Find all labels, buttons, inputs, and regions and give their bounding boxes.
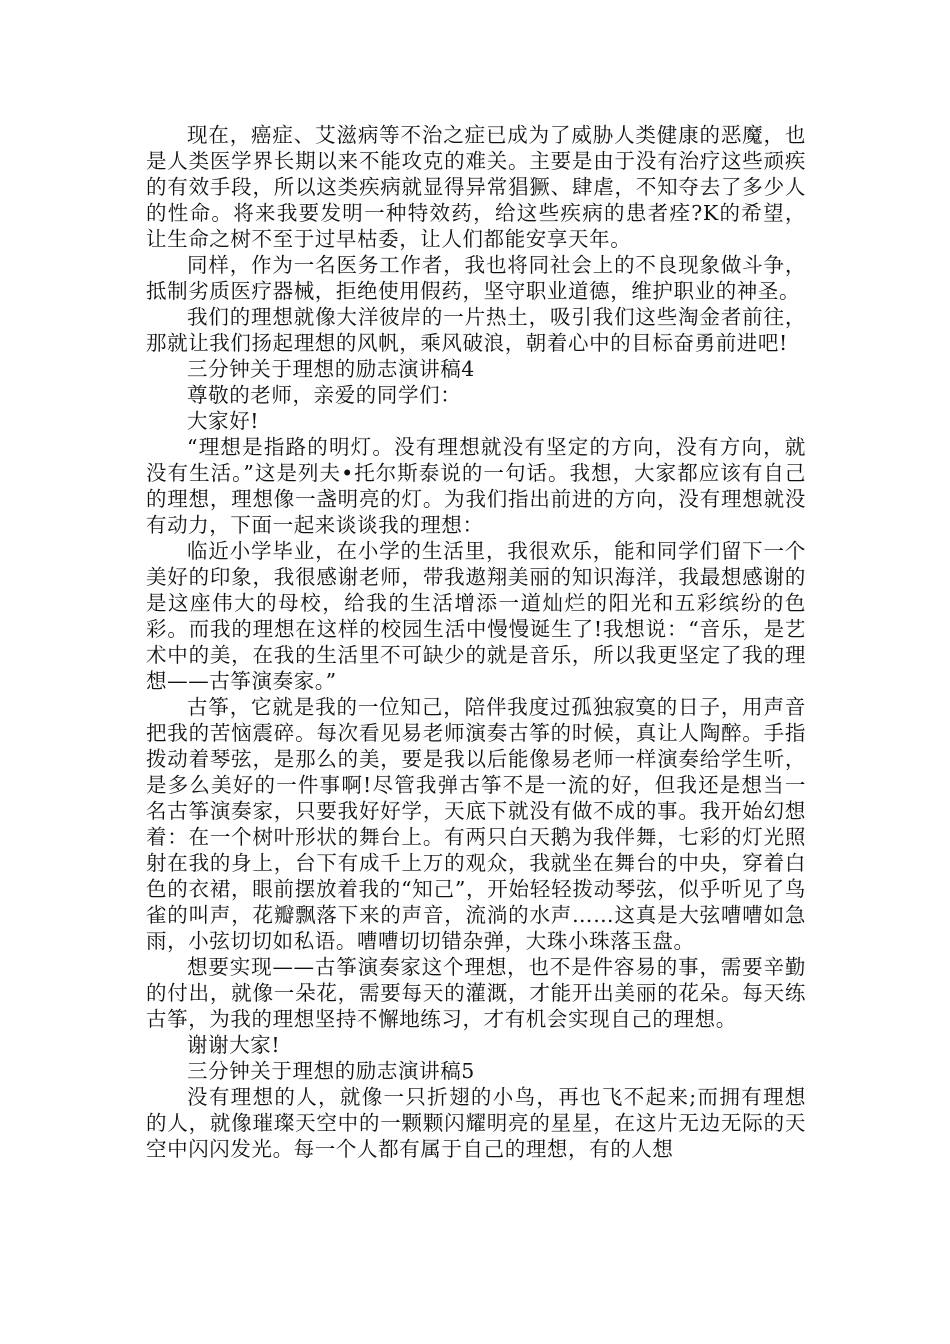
paragraph-guzheng: 古筝，它就是我的一位知己，陪伴我度过孤独寂寞的日子，用声音把我的苦恼震碎。每次看见易老师演奏古筝的时候，真让人陶醉。手指拨动着琴弦，是那么的美，要是我以后能像易老师一样演奏给学生听，是多么美好的一件事啊!尽管我弹古筝不是一流的好，但我还是想当一名古筝演奏家，只要我好好学，天底下就没有做不成的事。我开始幻想着：在一个树叶形状的舞台上。有两只白天鹅为我伴舞，七彩的灯光照射在我的身上，台下有成千上万的观众，我就坐在舞台的中央，穿着白色的衣裙，眼前摆放着我的“知己”，开始轻轻拨动琴弦，似乎听见了鸟雀的叫声，花瓣飘落下来的声音，流淌的水声……这真是大弦嘈嘈如急雨，小弦切切如私语。嘈嘈切切错杂弹，大珠小珠落玉盘。 (146, 695, 806, 953)
paragraph-no-ideal: 没有理想的人，就像一只折翅的小鸟，再也飞不起来;而拥有理想的人，就像璀璨天空中的一颗颗闪耀明亮的星星，在这片无边无际的天空中闪闪发光。每一个人都有属于自己的理想，有的人想 (146, 1085, 806, 1161)
closing-thanks: 谢谢大家! (187, 1033, 281, 1057)
document-page (146, 122, 806, 1162)
section-heading-5: 三分钟关于理想的励志演讲稿5 (187, 1059, 475, 1083)
greeting: 大家好! (187, 409, 260, 433)
paragraph-duty: 同样，作为一名医务工作者，我也将同社会上的不良现象做斗争，抵制劣质医疗器械，拒绝使用假药，坚守职业道德，维护职业的神圣。 (146, 253, 806, 303)
paragraph-conclusion: 我们的理想就像大洋彼岸的一片热土，吸引我们这些淘金者前往，那就让我们扬起理想的风帆，乘风破浪，朝着心中的目标奋勇前进吧! (146, 305, 806, 355)
paragraph-graduation: 临近小学毕业，在小学的生活里，我很欢乐，能和同学们留下一个美好的印象，我很感谢老师，带我遨翔美丽的知识海洋，我最想感谢的是这座伟大的母校，给我的生活增添一道灿烂的阳光和五彩缤纷的色彩。而我的理想在这样的校园生活中慢慢诞生了!我想说：“音乐，是艺术中的美，在我的生活里不可缺少的就是音乐，所以我更坚定了我的理想——古筝演奏家。” (146, 539, 806, 693)
paragraph-effort: 想要实现——古筝演奏家这个理想，也不是件容易的事，需要辛勤的付出，就像一朵花，需要每天的灌溉，才能开出美丽的花朵。每天练古筝，为我的理想坚持不懈地练习，才有机会实现自己的理想。 (146, 955, 806, 1031)
section-heading-4: 三分钟关于理想的励志演讲稿4 (187, 357, 475, 381)
salutation: 尊敬的老师，亲爱的同学们： (187, 383, 462, 407)
paragraph-quote: “理想是指路的明灯。没有理想就没有坚定的方向，没有方向，就没有生活。”这是列夫•托尔斯泰说的一句话。我想，大家都应该有自己的理想，理想像一盏明亮的灯。为我们指出前进的方向，没有理想就没有动力，下面一起来谈谈我的理想： (146, 435, 806, 537)
paragraph-medicine: 现在，癌症、艾滋病等不治之症已成为了威胁人类健康的恶魔，也是人类医学界长期以来不能攻克的难关。主要是由于没有治疗这些顽疾的有效手段，所以这类疾病就显得异常猖獗、肆虐，不知夺去了多少人的性命。将来我要发明一种特效药，给这些疾病的患者痊?K的希望，让生命之树不至于过早枯委，让人们都能安享天年。 (146, 123, 806, 251)
